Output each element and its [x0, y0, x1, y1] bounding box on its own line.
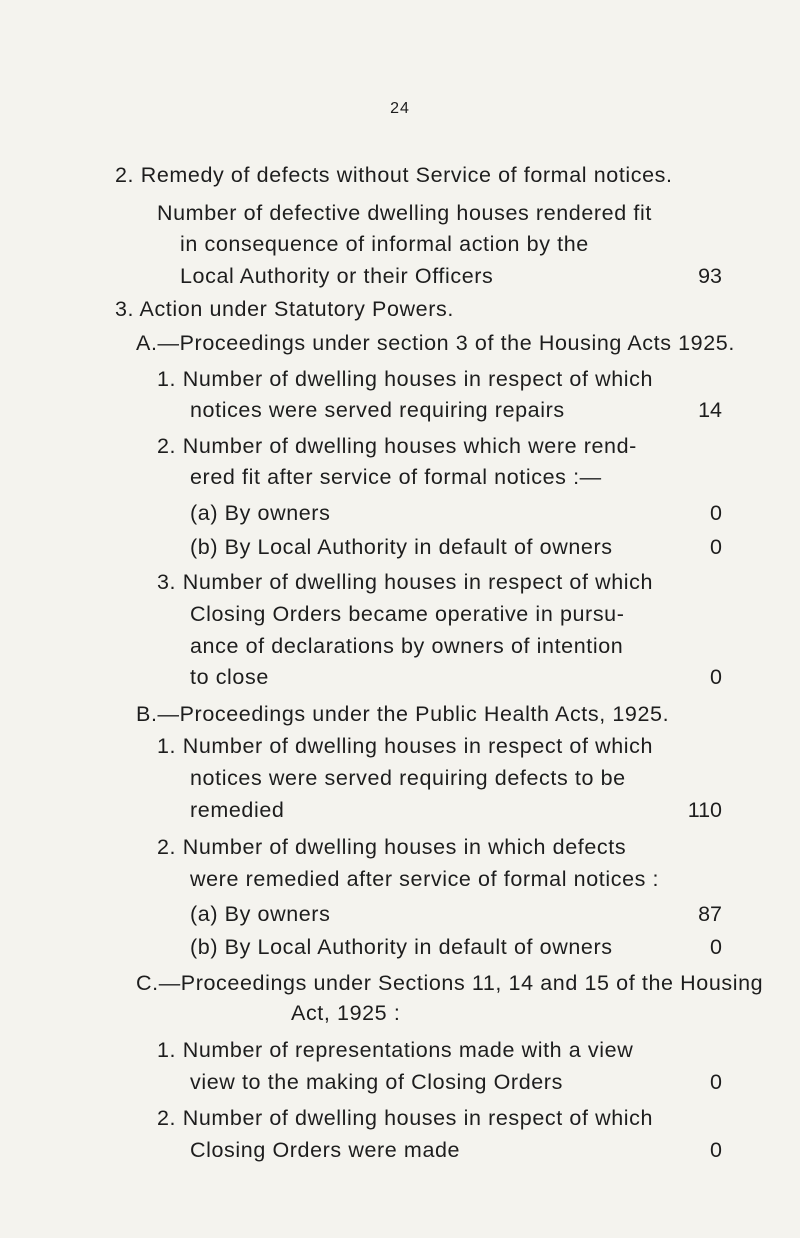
section-3-heading: 3. Action under Statutory Powers.	[115, 297, 454, 321]
subsection-b-item-1-line: remedied	[190, 798, 285, 822]
subsection-a-item-2-line: ered fit after service of formal notices :—	[190, 465, 602, 489]
subsection-a-item-2a: (a) By owners	[190, 501, 331, 525]
subsection-a-item-3-value: 0	[710, 665, 722, 689]
subsection-a-item-1-line: notices were served requiring repairs	[190, 398, 565, 422]
subsection-c-item-1-line: view to the making of Closing Orders	[190, 1070, 563, 1094]
subsection-a-item-2a-value: 0	[710, 501, 722, 525]
subsection-a-item-1-value: 14	[698, 398, 722, 422]
subsection-c-item-1-value: 0	[710, 1070, 722, 1094]
subsection-b-item-2a: (a) By owners	[190, 902, 331, 926]
subsection-b-item-1-line: notices were served requiring defects to be	[190, 766, 626, 790]
subsection-b-item-2b-value: 0	[710, 935, 722, 959]
subsection-a-item-1-line: 1. Number of dwelling houses in respect of which	[157, 367, 654, 391]
subsection-b-item-1-value: 110	[687, 798, 722, 822]
subsection-b-item-2-line: 2. Number of dwelling houses in which defects	[157, 835, 627, 859]
section-2-text-line: Local Authority or their Officers	[180, 264, 494, 288]
subsection-a-item-2b: (b) By Local Authority in default of owners	[190, 535, 613, 559]
subsection-a-heading: A.—Proceedings under section 3 of the Housing Acts 1925.	[136, 331, 735, 355]
subsection-a-item-3-line: to close	[190, 665, 269, 689]
subsection-a-item-3-line: ance of declarations by owners of intention	[190, 634, 624, 658]
subsection-a-item-2-line: 2. Number of dwelling houses which were rend-	[157, 434, 637, 458]
section-2-text-line: in consequence of informal action by the	[180, 232, 589, 256]
page-number: 24	[390, 100, 410, 117]
subsection-b-item-2a-value: 87	[698, 902, 722, 926]
subsection-a-item-2b-value: 0	[710, 535, 722, 559]
subsection-c-heading-continued: Act, 1925 :	[291, 1001, 401, 1025]
subsection-a-item-3-line: 3. Number of dwelling houses in respect of which	[157, 570, 654, 594]
subsection-c-item-2-line: 2. Number of dwelling houses in respect of which	[157, 1106, 654, 1130]
subsection-c-heading: C.—Proceedings under Sections 11, 14 and 15 of the Housing	[136, 971, 764, 995]
section-2-value: 93	[698, 264, 722, 288]
section-2-heading: 2. Remedy of defects without Service of formal notices.	[115, 163, 673, 187]
subsection-c-item-2-line: Closing Orders were made	[190, 1138, 461, 1162]
subsection-c-item-1-line: 1. Number of representations made with a view	[157, 1038, 634, 1062]
subsection-c-item-2-value: 0	[710, 1138, 722, 1162]
subsection-b-item-2b: (b) By Local Authority in default of owners	[190, 935, 613, 959]
subsection-b-heading: B.—Proceedings under the Public Health Acts, 1925.	[136, 702, 670, 726]
subsection-b-item-1-line: 1. Number of dwelling houses in respect of which	[157, 734, 654, 758]
section-2-text-line: Number of defective dwelling houses rendered fit	[157, 201, 652, 225]
subsection-a-item-3-line: Closing Orders became operative in pursu-	[190, 602, 625, 626]
subsection-b-item-2-line: were remedied after service of formal notices :	[190, 867, 660, 891]
